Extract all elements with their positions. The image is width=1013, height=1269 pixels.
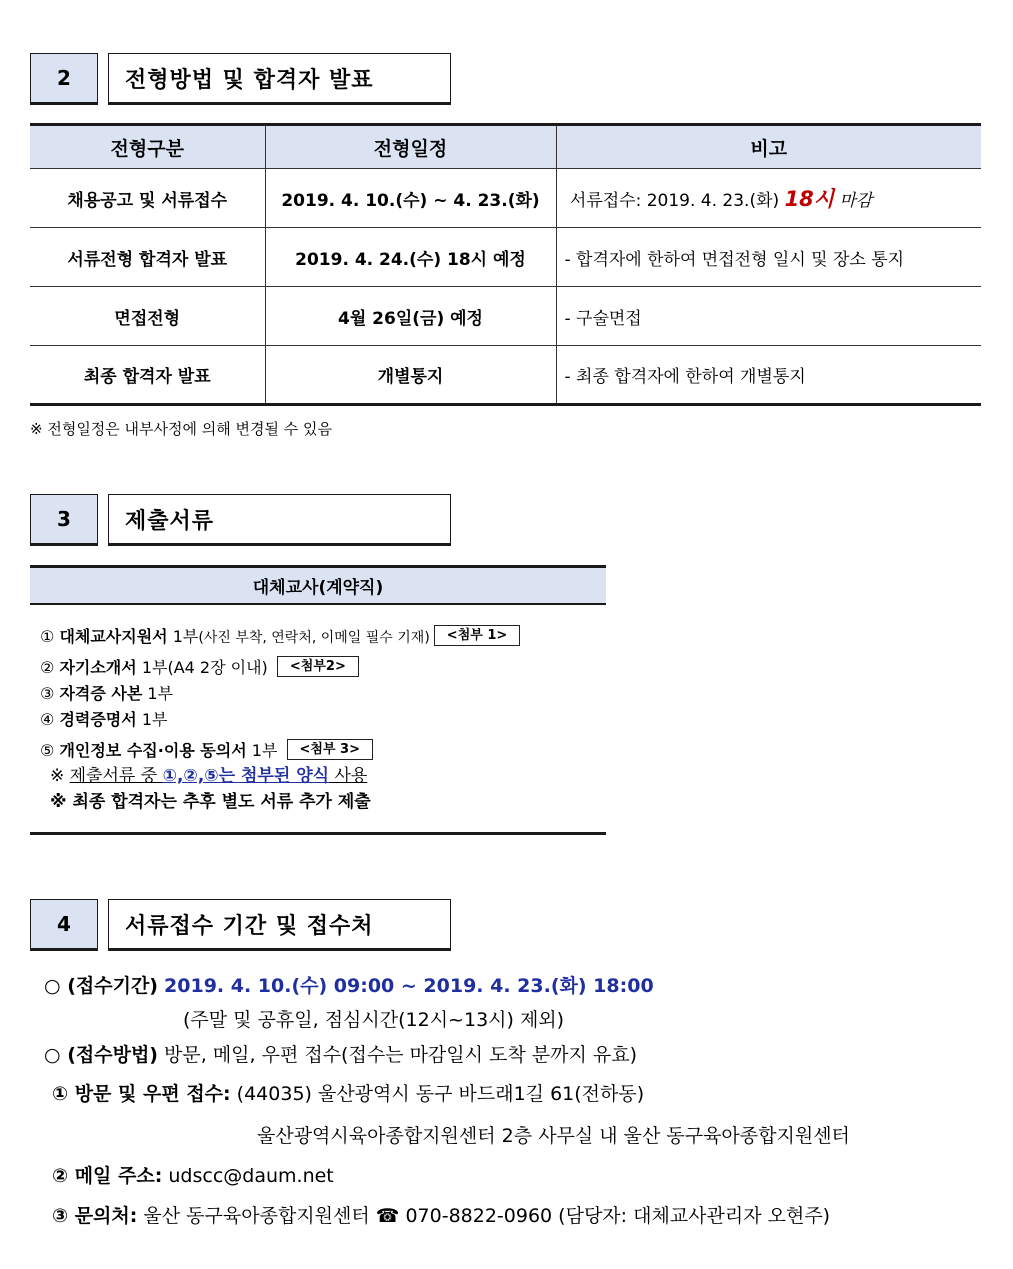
item-number: ③ xyxy=(40,684,55,703)
period-exception: (주말 및 공휴일, 점심시간(12시~13시) 제외) xyxy=(183,1009,565,1031)
date-cell: 2019. 4. 10.(수) ~ 4. 23.(화) xyxy=(265,169,556,228)
section-2-header xyxy=(30,53,451,105)
list-item xyxy=(40,624,520,650)
item-name: 개인정보 수집·이용 동의서 xyxy=(59,741,247,760)
note-prefix: 서류접수: 2019. 4. 23.(화) xyxy=(569,191,780,211)
section-4-header xyxy=(30,899,451,951)
item-name: 경력증명서 xyxy=(59,710,137,729)
schedule-table xyxy=(30,123,981,406)
column-header: 전형일정 xyxy=(265,125,556,169)
table-row xyxy=(30,228,981,287)
note-cell: - 합격자에 한하여 면접전형 일시 및 장소 통지 xyxy=(556,228,981,287)
note-text-end: 사용 xyxy=(329,766,368,786)
visit-address-line1: (44035) 울산광역시 동구 바드래1길 61(전하동) xyxy=(236,1083,645,1105)
reception-method xyxy=(44,1040,637,1067)
contact-info xyxy=(52,1201,830,1228)
note-cell: - 구술면접 xyxy=(556,287,981,346)
documents-note-form xyxy=(50,764,520,790)
email-value: udscc@daum.net xyxy=(168,1165,334,1187)
item-qty: 1부 xyxy=(141,710,168,729)
documents-bottom-rule xyxy=(30,832,606,835)
attachment-label: <첨부2> xyxy=(277,656,359,677)
reception-period xyxy=(44,971,654,998)
item-number: ② xyxy=(40,658,55,677)
note-suffix: 마감 xyxy=(839,191,873,211)
documents-header: 대체교사(계약직) xyxy=(30,565,606,605)
item-name: 자기소개서 xyxy=(59,658,137,677)
item-number: ① xyxy=(40,627,55,646)
email-address xyxy=(52,1161,334,1188)
item-qty: 1부 xyxy=(147,684,174,703)
item-number: ④ xyxy=(40,710,55,729)
email-label: ② 메일 주소: xyxy=(52,1165,163,1187)
date-cell: 개별통지 xyxy=(265,346,556,405)
visit-mail-address xyxy=(52,1079,644,1106)
list-item xyxy=(40,655,520,681)
note-cell: - 최종 합격자에 한하여 개별통지 xyxy=(556,346,981,405)
note-cell xyxy=(556,169,981,228)
section-3-header xyxy=(30,494,451,546)
section-title: 제출서류 xyxy=(108,494,451,546)
note-highlight: ①,②,⑤는 첨부된 양식 xyxy=(162,766,330,786)
contact-label: ③ 문의처: xyxy=(52,1205,138,1227)
item-qty: 1부 xyxy=(141,658,168,677)
attachment-label: <첨부 1> xyxy=(434,625,520,646)
stage-cell: 면접전형 xyxy=(30,287,265,346)
note-text: 제출서류 중 xyxy=(69,766,163,786)
contact-value: 울산 동구육아종합지원센터 ☎ 070-8822-0960 (담당자: 대체교사관리자 오현주) xyxy=(143,1205,831,1227)
table-row xyxy=(30,346,981,405)
stage-cell: 최종 합격자 발표 xyxy=(30,346,265,405)
stage-cell: 채용공고 및 서류접수 xyxy=(30,169,265,228)
method-label: ○ (접수방법) xyxy=(44,1044,158,1066)
table-header-row xyxy=(30,125,981,169)
table-row xyxy=(30,169,981,228)
section-number: 4 xyxy=(30,899,98,951)
column-header: 전형구분 xyxy=(30,125,265,169)
section-number: 2 xyxy=(30,53,98,105)
list-item xyxy=(40,707,520,733)
stage-cell: 서류전형 합격자 발표 xyxy=(30,228,265,287)
table-row xyxy=(30,287,981,346)
schedule-footnote: ※ 전형일정은 내부사정에 의해 변경될 수 있음 xyxy=(30,420,332,438)
date-cell: 2019. 4. 24.(수) 18시 예정 xyxy=(265,228,556,287)
attachment-label: <첨부 3> xyxy=(287,739,373,760)
visit-address-line2: 울산광역시육아종합지원센터 2층 사무실 내 울산 동구육아종합지원센터 xyxy=(257,1125,850,1147)
period-label: ○ (접수기간) xyxy=(44,975,158,997)
item-name: 대체교사지원서 xyxy=(59,627,168,646)
item-detail: (사진 부착, 연락처, 이메일 필수 기재) xyxy=(198,630,430,646)
documents-list xyxy=(40,624,520,816)
item-qty: 1부 xyxy=(172,627,199,646)
item-name: 자격증 사본 xyxy=(59,684,143,703)
deadline-hour: 18시 xyxy=(784,187,835,211)
documents-box xyxy=(30,565,606,605)
period-value: 2019. 4. 10.(수) 09:00 ~ 2019. 4. 23.(화) 18:00 xyxy=(164,975,654,997)
date-cell: 4월 26일(금) 예정 xyxy=(265,287,556,346)
documents-note-final: ※ 최종 합격자는 추후 별도 서류 추가 제출 xyxy=(50,792,371,812)
section-title: 전형방법 및 합격자 발표 xyxy=(108,53,451,105)
list-item xyxy=(40,681,520,707)
item-detail: (A4 2장 이내) xyxy=(167,658,268,677)
method-value: 방문, 메일, 우편 접수(접수는 마감일시 도착 분까지 유효) xyxy=(164,1044,638,1066)
visit-label: ① 방문 및 우편 접수: xyxy=(52,1083,231,1105)
item-qty: 1부 xyxy=(251,741,278,760)
section-number: 3 xyxy=(30,494,98,546)
item-number: ⑤ xyxy=(40,741,55,760)
list-item xyxy=(40,738,520,764)
column-header: 비고 xyxy=(556,125,981,169)
note-mark: ※ xyxy=(50,766,70,786)
section-title: 서류접수 기간 및 접수처 xyxy=(108,899,451,951)
